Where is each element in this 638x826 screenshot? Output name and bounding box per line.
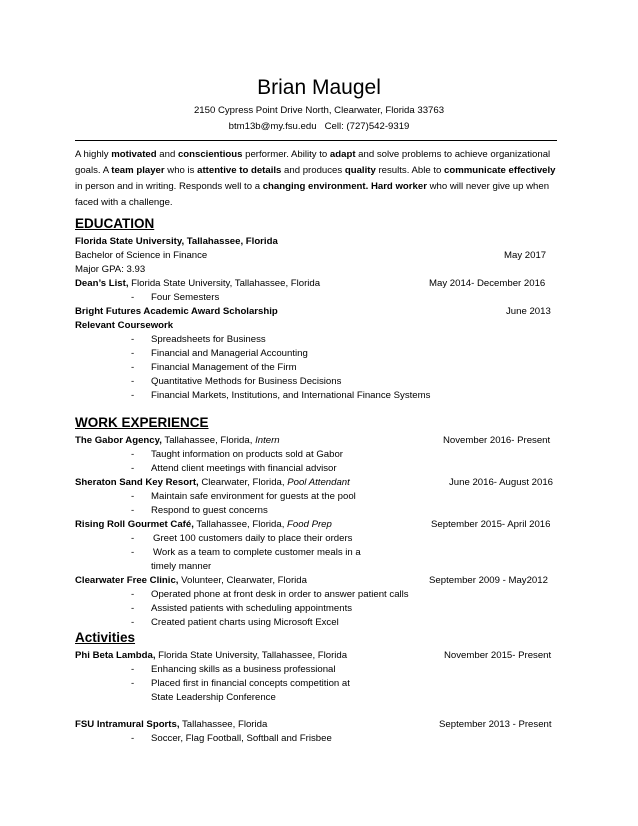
address-line: 2150 Cypress Point Drive North, Clearwater, Florida 33763 [193,105,445,116]
degree-date: May 2017 [504,250,547,261]
job-line: Clearwater Free Clinic, Volunteer, Clearwater, Florida September 2009 - May2012 [75,575,548,586]
gpa-line: Major GPA: 3.93 [75,264,146,275]
activity-line: FSU Intramural Sports, Tallahassee, Florida September 2013 - Present [75,719,552,730]
activities-heading: Activities [75,630,136,645]
summary-paragraph: A highly motivated and conscientious performer. Ability to adapt and solve problems to achieve organizational goals. A team player who is attentive to details and produces quality results. Able to communicate effectively in person and in writing. Responds well to a changing environment. Hard worker who will never give up when faced with a challenge. [75,149,556,208]
education-heading: EDUCATION [75,216,155,231]
deans-list-date: May 2014- December 2016 [429,278,546,289]
degree-line: Bachelor of Science in Finance May 2017 [75,250,547,261]
job-date: September 2009 - May2012 [429,575,548,586]
school-line: Florida State University, Tallahassee, Florida [75,236,278,247]
email-text: btm13b@my.fsu.edu [228,121,317,132]
candidate-name: Brian Maugel [257,76,381,99]
job-line: Rising Roll Gourmet Café, Tallahassee, Florida, Food Prep September 2015- April 2016 [75,519,551,530]
job-date: November 2016- Present [443,435,551,446]
header-divider [75,140,557,141]
resume-page: Brian Maugel 2150 Cypress Point Drive North, Clearwater, Florida 33763 btm13b@my.fsu.edu Cell: (727)542-9319 A highly motivated and conscientious performer. Ability to adapt and solve problems to achieve organizational goals. A team player who is attentive to details and produces quality results. Able to communicate effectively in person and in writing. Responds well to a changing environment. Hard worker who will never give up when faced with a challenge. EDUCATION Florida State University, Tallahassee, Florida Bachelor of Science in Finance May 2017 Major GPA: 3.93 Dean’s List, Florida State University, Tallahassee, Florida May 2014- December 2016 - Four Semesters Bright Futures Academic Award Scholarship June 2013 Relevant Coursework - Spreadsheets for Business - Financial and Managerial Accounting - Financial Management of the Firm - Quantitative Methods for Business Decisions - Financial Markets, Institutions, and International Finance Systems WORK EXPERIENCE The Gabor Agency, Tallahassee, Florida, Intern November 2016- Present - Taught information on products sold at Gabor - Attend client meetings with financial advisor Sheraton Sand Key Resort, Clearwater, Florida, Pool Attendant June 2016- August 2016 - Maintain safe environment for guests at the pool - Respond to guest concerns Rising Roll Gourmet Café, Tallahassee, Florida, Food Prep September 2015- April 2016 - Greet 100 customers daily to place their orders - Work as a team to complete customer meals in a timely manner Clearwater Free Clinic, Volunteer, Clearwater, Florida September 2009 - May2012 - Operated phone at front desk in order to answer patient calls - Assisted patients with scheduling appointments - Created patient charts using Microsoft Excel Activities Phi Beta Lambda, Florida State University, Tallahassee, Florida November 2015- Present - Enhancing skills as a business professional - Placed first in financial concepts competition at State Leadership Conference FSU Intramural Sports, Tallahassee, Florida September 2013 - Present - Soccer, Flag Football, Softball and Frisbee [0,0,638,826]
job-line: The Gabor Agency, Tallahassee, Florida, Intern November 2016- Present [75,435,551,446]
scholarship-line: Bright Futures Academic Award Scholarship June 2013 [75,306,551,317]
job-line: Sheraton Sand Key Resort, Clearwater, Florida, Pool Attendant June 2016- August 2016 [75,477,554,488]
coursework-label: Relevant Coursework [75,320,174,331]
work-experience-heading: WORK EXPERIENCE [75,415,209,430]
deans-list-line: Dean’s List, Florida State University, Tallahassee, Florida May 2014- December 2016 [75,278,546,289]
job-date: June 2016- August 2016 [449,477,554,488]
contact-line [0,121,638,133]
scholarship-date: June 2013 [506,306,551,317]
activity-date: September 2013 - Present [439,719,552,730]
activity-line: Phi Beta Lambda, Florida State University, Tallahassee, Florida November 2015- Present [75,650,552,661]
cell-text: Cell: (727)542-9319 [324,121,410,132]
activity-date: November 2015- Present [444,650,552,661]
job-date: September 2015- April 2016 [431,519,551,530]
